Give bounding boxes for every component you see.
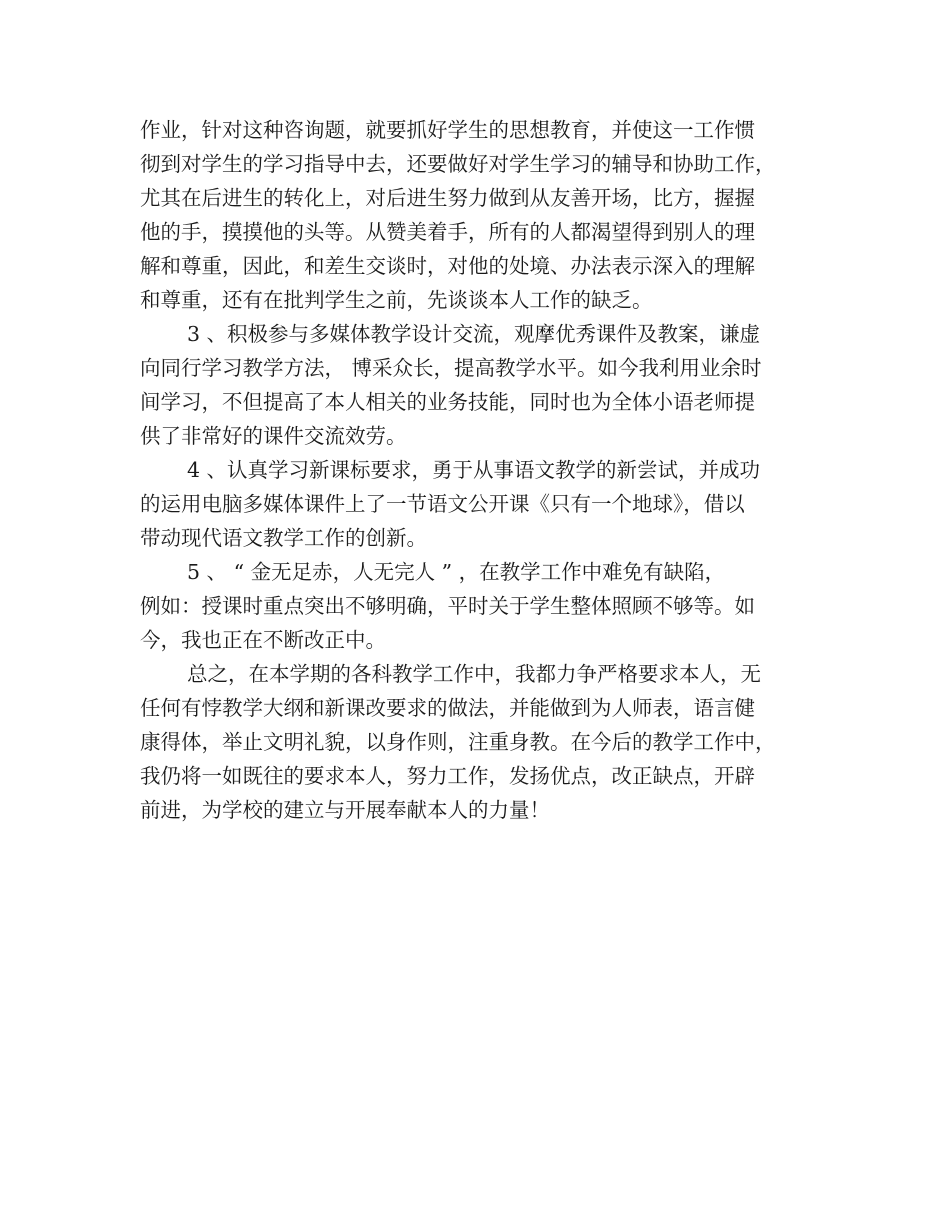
text-line: 4 、认真学习新课标要求，勇于从事语文教学的新尝试，并成功 bbox=[187, 458, 761, 482]
text-line: 总之，在本学期的各科教学工作中，我都力争严格要求本人，无 bbox=[187, 662, 761, 686]
text-line: 他的手，摸摸他的头等。从赞美着手，所有的人都渴望得到别人的理 bbox=[140, 220, 755, 244]
text-line: 5 、 “ 金无足赤，人无完人 ” ，在教学工作中难免有缺陷， bbox=[187, 560, 726, 584]
paragraph-item-3 bbox=[140, 317, 820, 453]
text-line: 今，我也正在不断改正中。 bbox=[140, 628, 386, 652]
text-line: 的运用电脑多媒体课件上了一节语文公开课《只有一个地球》，借以 bbox=[140, 492, 745, 516]
text-line: 带动现代语文教学工作的创新。 bbox=[140, 526, 427, 550]
text-line: 解和尊重，因此，和差生交谈时，对他的处境、办法表示深入的理解 bbox=[140, 254, 755, 278]
text-line: 彻到对学生的学习指导中去，还要做好对学生学习的辅导和协助工作， bbox=[140, 152, 776, 176]
text-line: 康得体，举止文明礼貌，以身作则，注重身教。在今后的教学工作中， bbox=[140, 730, 776, 754]
text-line: 作业，针对这种咨询题，就要抓好学生的思想教育，并使这一工作惯 bbox=[140, 118, 755, 142]
text-line: 任何有悖教学大纲和新课改要求的做法，并能做到为人师表，语言健 bbox=[140, 696, 755, 720]
text-line: 例如：授课时重点突出不够明确，平时关于学生整体照顾不够等。如 bbox=[140, 594, 755, 618]
paragraph-conclusion bbox=[140, 657, 820, 827]
paragraph-item-5 bbox=[140, 555, 820, 657]
text-line: 和尊重，还有在批判学生之前，先谈谈本人工作的缺乏。 bbox=[140, 288, 653, 312]
text-line: 间学习，不但提高了本人相关的业务技能，同时也为全体小语老师提 bbox=[140, 390, 755, 414]
text-line: 供了非常好的课件交流效劳。 bbox=[140, 424, 407, 448]
text-line: 尤其在后进生的转化上，对后进生努力做到从友善开场，比方，握握 bbox=[140, 186, 755, 210]
text-line: 我仍将一如既往的要求本人，努力工作，发扬优点，改正缺点，开辟 bbox=[140, 764, 755, 788]
text-line: 3 、积极参与多媒体教学设计交流，观摩优秀课件及教案，谦虚 bbox=[187, 322, 761, 346]
paragraph-item-4 bbox=[140, 453, 820, 555]
text-line: 前进，为学校的建立与开展奉献本人的力量！ bbox=[140, 798, 550, 822]
paragraph-student-guidance bbox=[140, 113, 820, 317]
text-line: 向同行学习教学方法， 博采众长，提高教学水平。如今我利用业余时 bbox=[140, 356, 762, 380]
document-body bbox=[140, 113, 820, 827]
